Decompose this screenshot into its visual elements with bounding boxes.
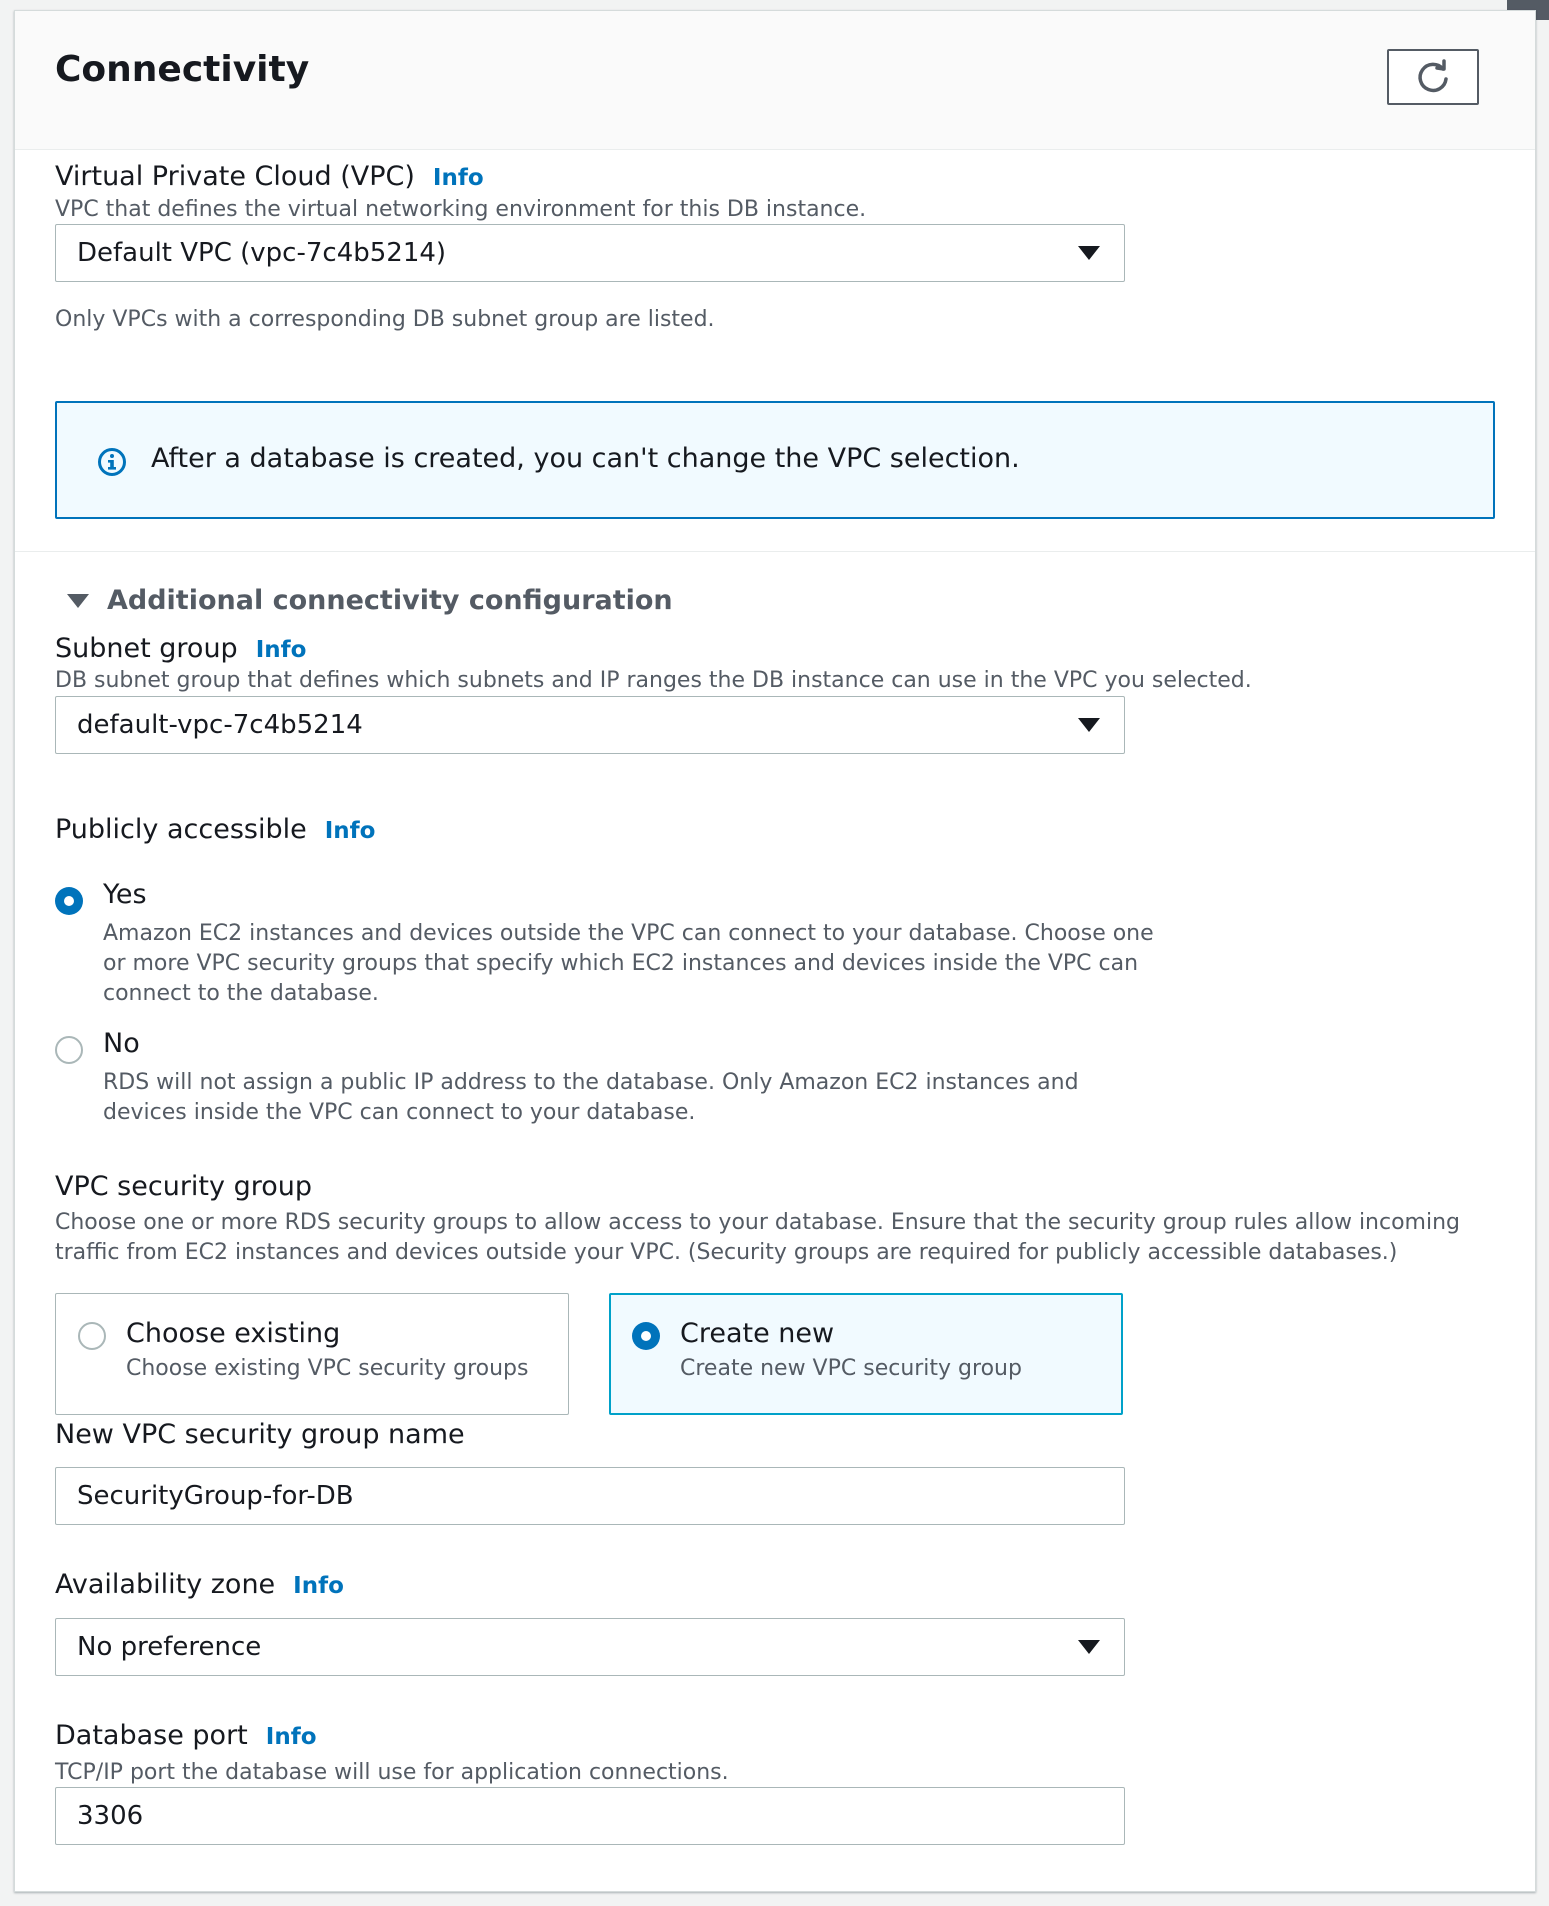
public-field-header: [55, 814, 375, 845]
public-yes-radio[interactable]: [55, 887, 83, 915]
port-info-link[interactable]: Info: [265, 1724, 317, 1750]
sg-label: VPC security group: [55, 1171, 312, 1202]
panel-header: [15, 11, 1535, 150]
sg-choose-existing-label: Choose existing: [126, 1318, 341, 1349]
additional-config-label: Additional connectivity configuration: [107, 585, 673, 616]
additional-config-expander[interactable]: [67, 585, 673, 616]
sg-create-new-description: Create new VPC security group: [680, 1356, 1022, 1381]
vpc-field-header: [55, 161, 484, 192]
port-input-value: 3306: [77, 1801, 144, 1831]
info-circle-icon: [97, 447, 127, 477]
public-info-link[interactable]: Info: [324, 818, 376, 844]
vpc-select[interactable]: [55, 224, 1125, 282]
sg-create-new-radio[interactable]: [632, 1322, 660, 1350]
port-input[interactable]: [55, 1787, 1125, 1845]
subnet-select[interactable]: [55, 696, 1125, 754]
refresh-button[interactable]: [1387, 49, 1479, 105]
sg-description: [55, 1208, 1460, 1268]
vpc-info-alert: [55, 401, 1495, 519]
vpc-label: Virtual Private Cloud (VPC): [55, 161, 415, 192]
public-yes-label[interactable]: Yes: [103, 879, 147, 910]
panel-title: Connectivity: [55, 49, 310, 90]
sg-choose-existing-description: Choose existing VPC security groups: [126, 1356, 529, 1381]
chevron-down-icon: [1078, 718, 1100, 732]
subnet-select-value: default-vpc-7c4b5214: [77, 710, 363, 740]
az-field-header: [55, 1569, 344, 1600]
public-no-label[interactable]: No: [103, 1028, 140, 1059]
sg-name-label: New VPC security group name: [55, 1419, 465, 1450]
az-select[interactable]: [55, 1618, 1125, 1676]
chevron-down-icon: [1078, 246, 1100, 260]
vpc-select-value: Default VPC (vpc-7c4b5214): [77, 238, 447, 268]
public-yes-desc-line: connect to the database.: [103, 981, 379, 1006]
public-yes-desc-line: or more VPC security groups that specify which EC2 instances and devices inside the VPC can: [103, 951, 1139, 976]
caret-down-icon: [67, 594, 89, 608]
az-label: Availability zone: [55, 1569, 276, 1600]
sg-choose-existing-radio[interactable]: [78, 1322, 106, 1350]
public-no-desc-line: devices inside the VPC can connect to your database.: [103, 1100, 696, 1125]
port-label: Database port: [55, 1720, 248, 1751]
public-yes-desc-line: Amazon EC2 instances and devices outside the VPC can connect to your database. Choose one: [103, 921, 1154, 946]
port-description: TCP/IP port the database will use for application connections.: [55, 1760, 729, 1785]
public-no-desc-line: RDS will not assign a public IP address to the database. Only Amazon EC2 instances and: [103, 1070, 1079, 1095]
public-yes-description: [103, 919, 1154, 1009]
public-no-description: [103, 1068, 1079, 1128]
vpc-hint: Only VPCs with a corresponding DB subnet group are listed.: [55, 307, 715, 332]
port-field-header: [55, 1720, 317, 1751]
sg-create-new-tile[interactable]: [609, 1293, 1123, 1415]
vpc-description: VPC that defines the virtual networking environment for this DB instance.: [55, 197, 867, 222]
sg-name-input[interactable]: [55, 1467, 1125, 1525]
connectivity-panel: [14, 10, 1536, 1892]
sg-create-new-label: Create new: [680, 1318, 835, 1349]
sg-choose-existing-tile[interactable]: [55, 1293, 569, 1415]
chevron-down-icon: [1078, 1640, 1100, 1654]
subnet-info-link[interactable]: Info: [255, 637, 307, 663]
section-divider: [15, 551, 1535, 552]
subnet-field-header: [55, 633, 306, 664]
subnet-description: DB subnet group that defines which subnets and IP ranges the DB instance can use in the VPC you selected.: [55, 668, 1252, 693]
sg-desc-line: traffic from EC2 instances and devices outside your VPC. (Security groups are required for publicly accessible databases.): [55, 1240, 1398, 1265]
sg-desc-line: Choose one or more RDS security groups to allow access to your database. Ensure that the security group rules allow incoming: [55, 1210, 1461, 1235]
az-select-value: No preference: [77, 1632, 262, 1662]
public-label: Publicly accessible: [55, 814, 307, 845]
vpc-info-link[interactable]: Info: [432, 165, 484, 191]
refresh-icon: [1413, 57, 1453, 97]
alert-text: After a database is created, you can't change the VPC selection.: [151, 443, 1020, 474]
subnet-label: Subnet group: [55, 633, 238, 664]
az-info-link[interactable]: Info: [293, 1573, 344, 1599]
public-no-radio[interactable]: [55, 1036, 83, 1064]
sg-name-input-value: SecurityGroup-for-DB: [77, 1481, 354, 1511]
